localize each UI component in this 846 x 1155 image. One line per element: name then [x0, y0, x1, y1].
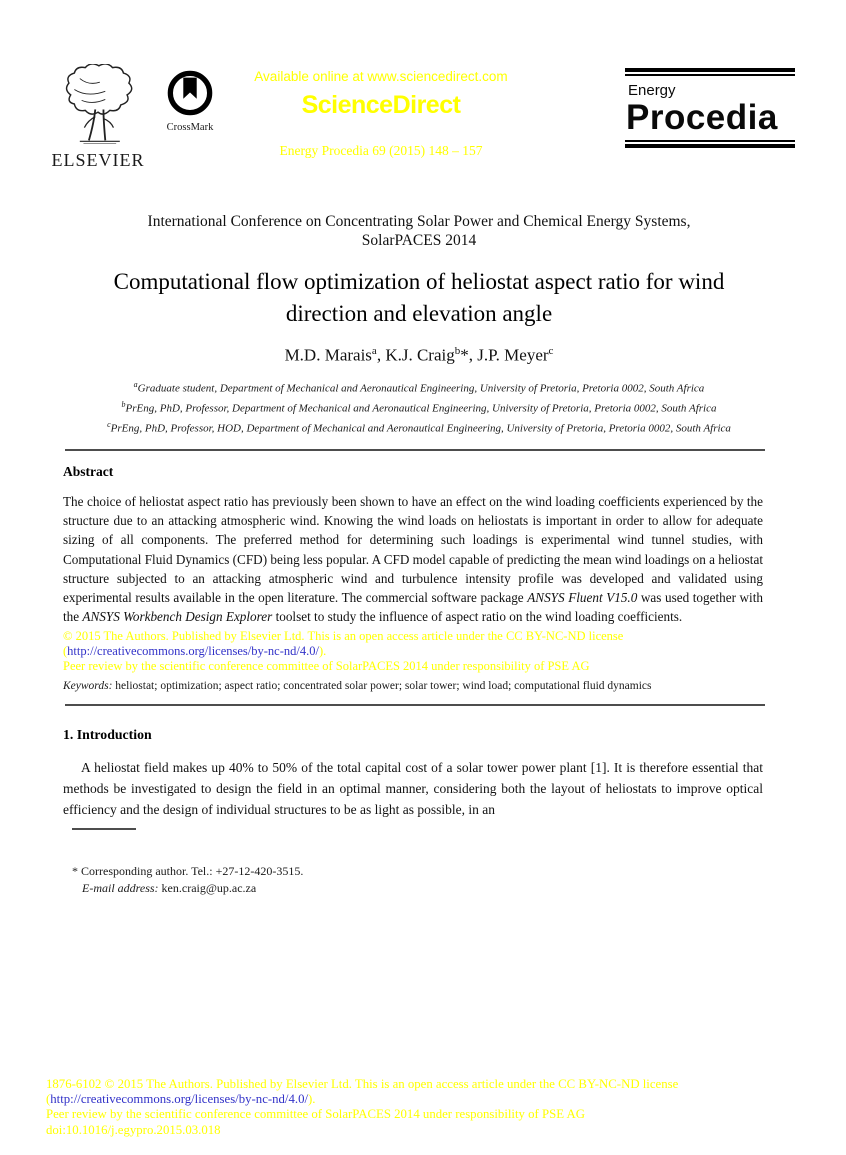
- author-2-sup: b: [454, 345, 461, 357]
- conference-line2: SolarPACES 2014: [361, 232, 477, 249]
- footnote-tel-line: * Corresponding author. Tel.: +27-12-420-3515.: [72, 864, 304, 878]
- journal-name-bottom: Procedia: [626, 98, 778, 137]
- conference-line1: International Conference on Concentrating Solar Power and Chemical Energy Systems,: [147, 213, 691, 230]
- keywords-line: [63, 680, 775, 692]
- affiliation-b: [63, 397, 775, 417]
- email-value: ken.craig@up.ac.za: [158, 881, 257, 895]
- keywords-label: Keywords:: [63, 680, 113, 692]
- affiliation-list: [63, 377, 775, 437]
- author-3-sup: c: [548, 345, 554, 357]
- affiliation-a-sup: a: [133, 380, 138, 389]
- abstract-part1: The choice of heliostat aspect ratio has previously been shown to have an effect on the wind loading coefficients experienced by the structure due to an attacking atmospheric wind. Knowing the wind loads on heliostats is important in order to allow for adequate sizing of all components. The preferred method for determining such loadings is experimental wind tunnel studies, with Computational Fluid Dynamics (CFD) being less popular. A CFD model capable of predicting the mean wind loadings on a heliostat structure subjected to an attacking atmospheric wind and turbulence intensity profile was developed and validated using experimental results available in the open literature. The commercial software package: [63, 494, 763, 606]
- footer-doi: doi:10.1016/j.egypro.2015.03.018: [46, 1122, 221, 1137]
- crossmark-label: CrossMark: [166, 122, 214, 133]
- introduction-paragraph: A heliostat field makes up 40% to 50% of the total capital cost of a solar tower power plant [1]. It is therefore essential that methods be investigated to design the field in an optimal manner, considering both the layout of heliostats to improve optical efficiency and the design of individual structures to be as light as possible, in an: [63, 760, 763, 817]
- title-line2: direction and elevation angle: [285, 301, 553, 326]
- abstract-italic2: ANSYS Workbench Design Explorer: [82, 609, 273, 625]
- author-list: [63, 345, 775, 366]
- footer-peer-review-line: Peer review by the scientific conference committee of SolarPACES 2014 under responsibility of PSE AG: [46, 1107, 586, 1122]
- available-online-text: Available online at www.sciencedirect.com: [254, 69, 508, 84]
- abstract-heading: Abstract: [63, 464, 114, 479]
- divider-below-keywords: [65, 704, 765, 706]
- affiliation-b-text: PrEng, PhD, Professor, Department of Mechanical and Aeronautical Engineering, University of Pretoria, Pretoria 0002, South Africa: [125, 402, 717, 415]
- elsevier-logo: [46, 64, 150, 171]
- elsevier-wordmark: ELSEVIER: [51, 150, 145, 170]
- journal-name-top: Energy: [628, 81, 676, 99]
- footer-issn-line: 1876-6102 © 2015 The Authors. Published by Elsevier Ltd. This is an open access article under the CC BY-NC-ND license: [46, 1077, 679, 1091]
- footer-creativecommons-link[interactable]: http://creativecommons.org/licenses/by-nc-nd/4.0/: [50, 1092, 309, 1107]
- affiliation-a-text: Graduate student, Department of Mechanical and Aeronautical Engineering, University of Pretoria, Pretoria 0002, South Africa: [137, 382, 705, 395]
- abstract-text: [63, 492, 763, 626]
- creativecommons-link[interactable]: http://creativecommons.org/licenses/by-nc-nd/4.0/: [67, 644, 319, 659]
- footer-url-line: [46, 1092, 806, 1107]
- abstract-part3: toolset to study the influence of aspect ratio on the wind loading coefficients.: [272, 609, 683, 625]
- license-paren-open: (: [63, 644, 68, 659]
- license-paren-close: ).: [318, 644, 327, 659]
- affiliation-c-sup: c: [107, 420, 111, 430]
- affiliation-c-text: PrEng, PhD, Professor, HOD, Department of Mechanical and Aeronautical Engineering, University of Pretoria, Pretoria 0002, South Africa: [110, 422, 731, 435]
- author-1: M.D. Marais: [284, 345, 372, 365]
- energy-procedia-logo: [625, 68, 795, 148]
- conference-name: [63, 212, 775, 250]
- affiliation-b-sup: b: [121, 400, 126, 410]
- author-2: , K.J. Craig: [376, 345, 455, 365]
- logo-bottom-line: [625, 140, 795, 142]
- affiliation-c: [63, 417, 775, 437]
- license-line1: © 2015 The Authors. Published by Elsevier Ltd. This is an open access article under the CC BY-NC-ND license: [63, 629, 624, 643]
- page-title: [63, 266, 775, 330]
- journal-citation: Energy Procedia 69 (2015) 148 – 157: [279, 143, 483, 158]
- divider-above-abstract: [65, 449, 765, 451]
- license-url-line: [63, 644, 775, 659]
- footer-paren-close: ).: [308, 1092, 316, 1107]
- footnote-email-line: [82, 880, 303, 897]
- author-3: *, J.P. Meyer: [460, 345, 549, 365]
- corresponding-author-footnote: [72, 863, 303, 897]
- license-block: [63, 629, 775, 675]
- abstract-part2: was used together with the: [63, 590, 763, 625]
- crossmark-icon: [167, 103, 213, 120]
- logo-top-bar: [625, 68, 795, 72]
- email-label: E-mail address:: [82, 881, 159, 895]
- crossmark-badge: [160, 70, 220, 133]
- header-center: [226, 69, 536, 159]
- page-footer: [46, 1077, 806, 1138]
- affiliation-a: [63, 377, 775, 397]
- footnote-divider: [72, 828, 136, 830]
- peer-review-line: Peer review by the scientific conference committee of SolarPACES 2014 under responsibility of PSE AG: [63, 659, 590, 674]
- author-1-sup: a: [371, 345, 377, 357]
- introduction-heading: 1. Introduction: [63, 727, 152, 742]
- sciencedirect-logo: ScienceDirect: [301, 91, 461, 119]
- logo-top-line: [625, 74, 795, 76]
- footer-paren-open: (: [46, 1092, 51, 1107]
- abstract-italic1: ANSYS Fluent V15.0: [527, 590, 638, 606]
- title-line1: Computational flow optimization of heliostat aspect ratio for wind: [113, 269, 725, 294]
- keywords-text: heliostat; optimization; aspect ratio; concentrated solar power; solar tower; wind load; computational fluid dynamics: [112, 680, 652, 692]
- elsevier-tree-icon: [52, 131, 144, 148]
- logo-bottom-bar: [625, 144, 795, 148]
